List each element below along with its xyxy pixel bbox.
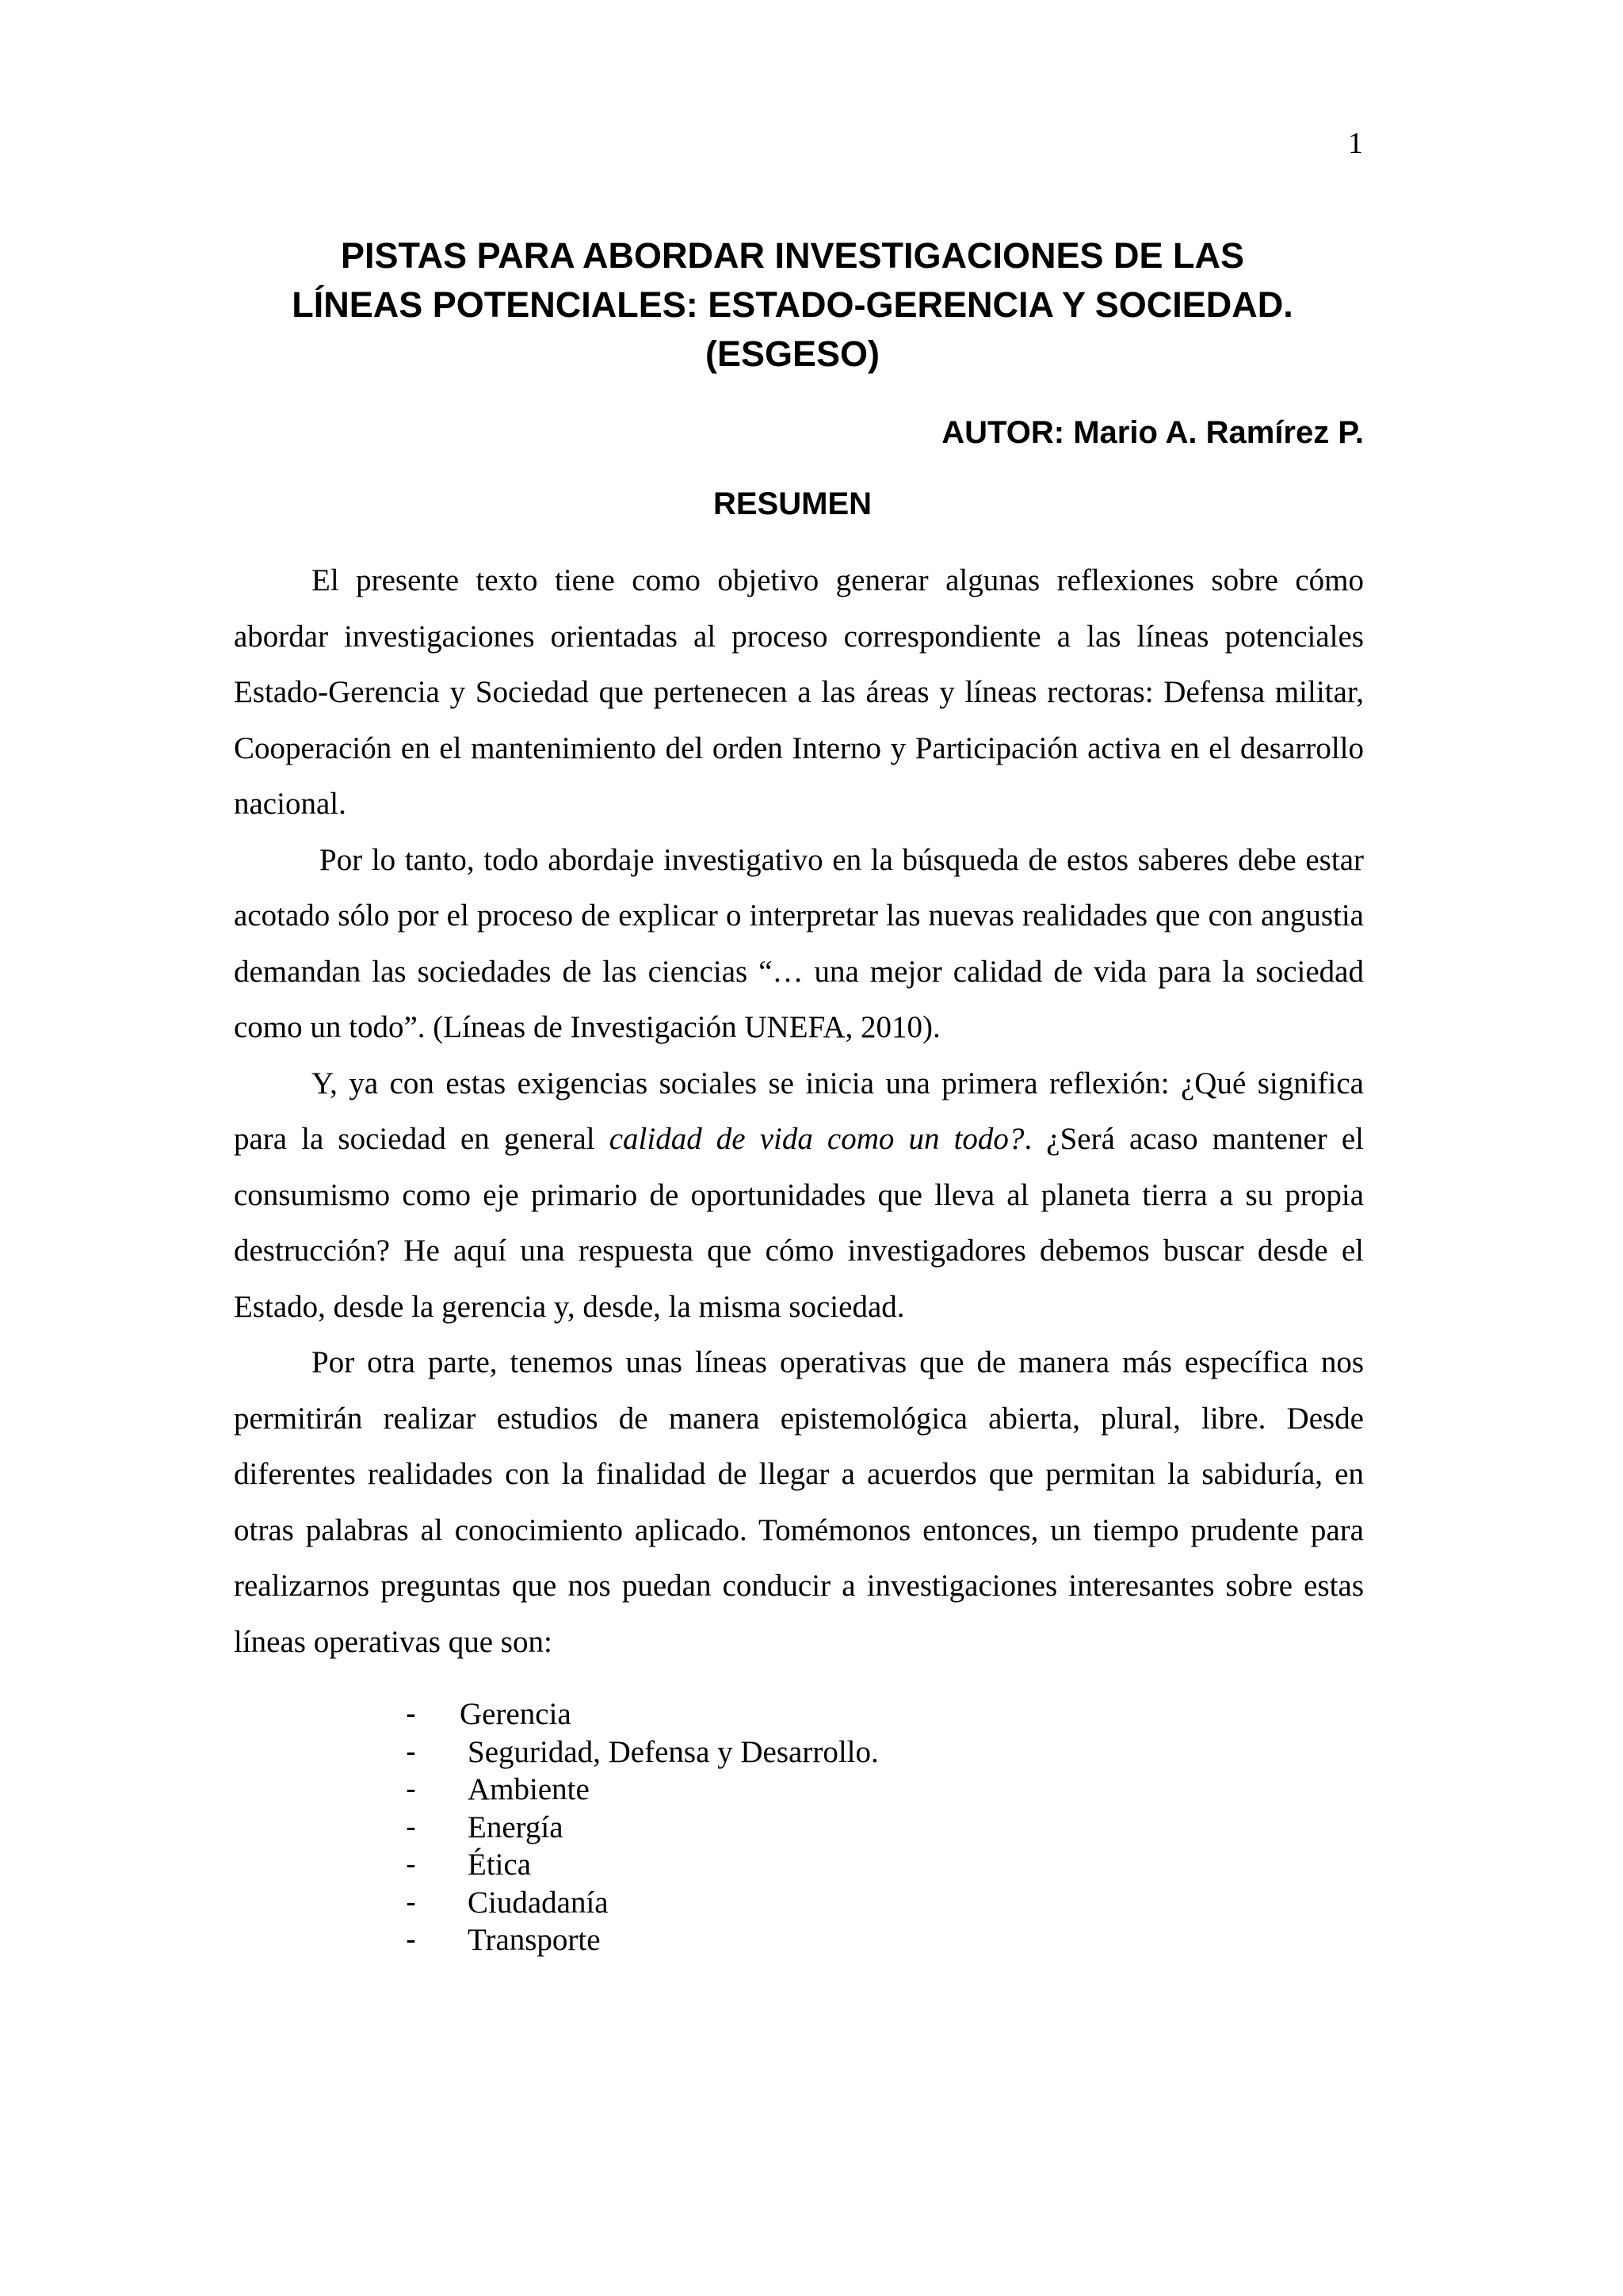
list-bullet: - — [406, 1810, 416, 1844]
list-bullet: - — [406, 1923, 416, 1957]
list-item-label: Transporte — [468, 1923, 601, 1957]
abstract-heading: RESUMEN — [712, 486, 873, 521]
list-item — [406, 1921, 879, 1959]
paragraph-2: Por lo tanto, todo abordaje investigativo en la búsqueda de estos saberes debe estar acotado sólo por el proceso de explicar o interpretar las nuevas realidades que con angustia demandan las sociedades de las ciencias “… una mejor calidad de vida para la sociedad como un todo”. (Líneas de Investigación UNEFA, 2010). — [234, 842, 1364, 1044]
list-item — [406, 1884, 879, 1922]
paragraph-3-text-start: Y, ya con estas exigencias sociales se inicia una primera reflexión: ¿Qué significa para la sociedad en general — [234, 1066, 1364, 1156]
title-line-3: (ESGESO) — [705, 334, 880, 374]
paragraph-1: El presente texto tiene como objetivo generar algunas reflexiones sobre cómo abordar investigaciones orientadas al proceso correspondiente a las líneas potenciales Estado-Gerencia y Sociedad que pertenecen a las áreas y líneas rectoras: Defensa militar, Cooperación en el mantenimiento del orden Interno y Participación activa en el desarrollo nacional. — [234, 563, 1364, 821]
list-item-label: Ética — [468, 1848, 532, 1882]
list-item — [406, 1695, 879, 1733]
abstract-body — [234, 553, 1364, 1670]
operational-lines-list — [406, 1695, 879, 1959]
list-item-label: Ciudadanía — [468, 1885, 609, 1920]
list-bullet: - — [406, 1734, 416, 1769]
paragraph-3-text-end: . ¿Será acaso mantener el consumismo como eje primario de oportunidades que lleva al planeta tierra a su propia destrucción? He aquí una respuesta que cómo investigadores debemos buscar desde el Estado, desde la gerencia y, desde, la misma sociedad. — [234, 1122, 1365, 1324]
list-item-label: Ambiente — [468, 1772, 590, 1806]
paragraph-4: Por otra parte, tenemos unas líneas operativas que de manera más específica nos permitirán realizar estudios de manera epistemológica abierta, plural, libre. Desde diferentes realidades con la finalidad de llegar a acuerdos que permitan la sabiduría, en otras palabras al conocimiento aplicado. Tomémonos entonces, un tiempo prudente para realizarnos preguntas que nos puedan conducir a investigaciones interesantes sobre estas líneas operativas que son: — [234, 1345, 1364, 1659]
author-line: AUTOR: Mario A. Ramírez P. — [941, 415, 1364, 450]
list-bullet: - — [406, 1885, 416, 1920]
list-item-label: Gerencia — [460, 1697, 571, 1731]
title-line-2: LÍNEAS POTENCIALES: ESTADO-GERENCIA Y SOCIEDAD. — [292, 284, 1293, 325]
list-item-label: Seguridad, Defensa y Desarrollo. — [468, 1734, 879, 1769]
paragraph-3-italic-phrase: calidad de vida como un todo? — [609, 1122, 1025, 1156]
list-bullet: - — [406, 1697, 416, 1731]
list-item — [406, 1809, 879, 1847]
list-item — [406, 1846, 879, 1884]
page-number: 1 — [1348, 127, 1363, 160]
document-title — [206, 231, 1379, 379]
paragraph-3 — [234, 1056, 1364, 1336]
list-item — [406, 1733, 879, 1772]
list-bullet: - — [406, 1772, 416, 1806]
list-item — [406, 1771, 879, 1809]
list-item-label: Energía — [468, 1810, 563, 1844]
title-line-1: PISTAS PARA ABORDAR INVESTIGACIONES DE LAS — [340, 235, 1245, 276]
list-bullet: - — [406, 1848, 416, 1882]
